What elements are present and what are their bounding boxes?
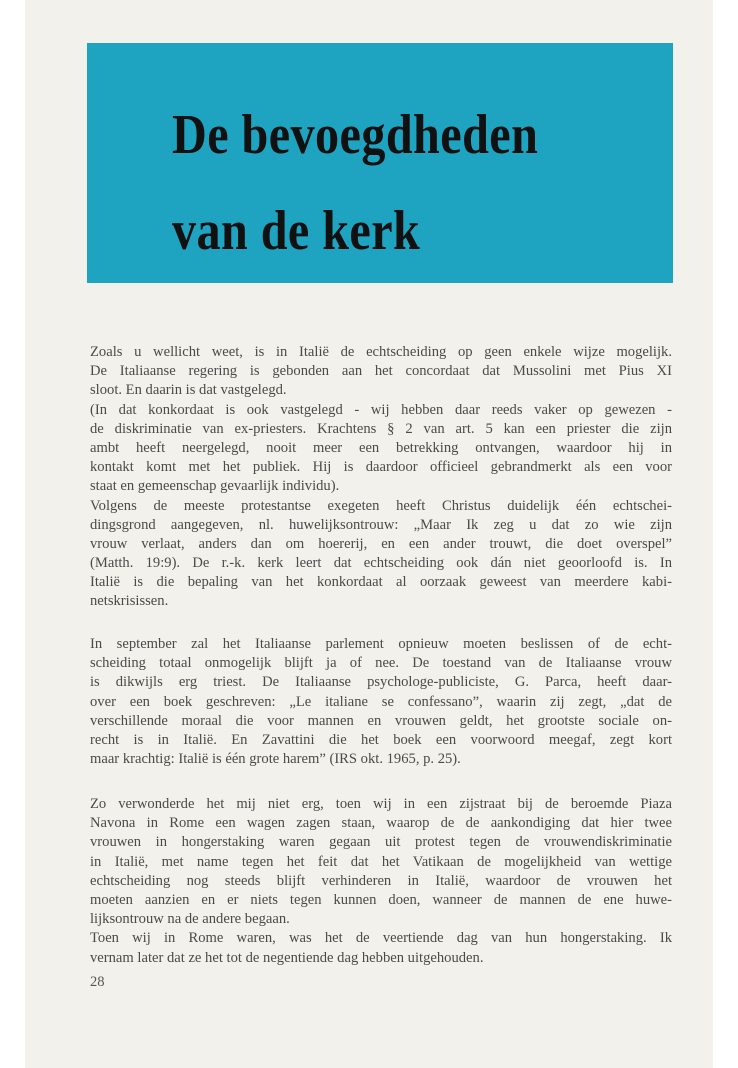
text-line: echtscheiding nog steeds blijft verhinderen in Italië, waardoor de vrouwen het [90, 872, 672, 889]
text-line: recht is in Italië. En Zavattini die het boek een voorwoord meegaf, zegt kort [90, 731, 672, 748]
text-line: vrouwen in hongerstaking waren gegaan uit protest tegen de vrouwendiskriminatie [90, 834, 672, 851]
title-banner [87, 43, 673, 283]
text-line: moeten aanzien en er niets tegen kunnen doen, wanneer de mannen de ene huwe- [90, 891, 672, 908]
text-line: De Italiaanse regering is gebonden aan het concordaat dat Mussolini met Pius XI [90, 363, 672, 380]
paragraph-2 [90, 635, 672, 769]
title-line-1: De bevoegdheden [172, 104, 539, 166]
text-line: de diskriminatie van ex-priesters. Krachtens § 2 van art. 5 kan een priester die zijn [90, 420, 672, 437]
text-line: verschillende moraal die voor mannen en vrouwen geldt, het grootste sociale on- [90, 712, 672, 729]
text-line: Zoals u wellicht weet, is in Italië de echtscheiding op geen enkele wijze mogelijk. [90, 344, 672, 360]
text-line: Navona in Rome een wagen zagen staan, waarop de de aankondiging dat hier twee [90, 815, 672, 832]
text-line: dingsgrond aangegeven, nl. huwelijksontrouw: „Maar Ik zeg u dat zo wie zijn [90, 516, 672, 533]
text-line: Toen wij in Rome waren, was het de veertiende dag van hun hongerstaking. Ik [90, 930, 672, 947]
text-line: Zo verwonderde het mij niet erg, toen wij in een zijstraat bij de beroemde Piaza [90, 796, 672, 812]
text-line: Volgens de meeste protestantse exegeten heeft Christus duidelijk één echtschei- [90, 497, 672, 514]
text-line: over een boek geschreven: „Le italiane se confessano”, waarin zij zegt, „dat de [90, 693, 672, 710]
paragraph-1 [90, 343, 672, 612]
text-line: scheiding totaal onmogelijk blijft ja of nee. De toestand van de Italiaanse vrouw [90, 655, 672, 672]
text-line: lijksontrouw na de andere begaan. [90, 911, 290, 928]
text-line: kontakt komt met het publiek. Hij is daardoor officieel gebrandmerkt als een voor [90, 459, 672, 476]
text-line: (In dat konkordaat is ook vastgelegd - wij hebben daar reeds vaker op gewezen - [90, 401, 672, 418]
text-line: ambt heeft neergelegd, nooit meer een betrekking ontvangen, waardoor hij in [90, 439, 672, 456]
text-line: (Matth. 19:9). De r.-k. kerk leert dat echtscheiding ook dán niet geoorloofd is. In [90, 555, 672, 572]
text-line: maar krachtig: Italië is één grote harem” (IRS okt. 1965, p. 25). [90, 751, 461, 768]
text-line: Italië is die bepaling van het konkordaat al oorzaak geweest van meerdere kabi- [90, 574, 672, 591]
title-line-2: van de kerk [172, 200, 421, 262]
text-line: sloot. En daarin is dat vastgelegd. [90, 382, 287, 399]
paragraph-3 [90, 795, 672, 968]
text-line: is dikwijls erg triest. De Italiaanse psychologe-publiciste, G. Parca, heeft daar- [90, 674, 672, 691]
text-line: vernam later dat ze het tot de negentiende dag hebben uitgehouden. [90, 949, 484, 966]
page-number: 28 [90, 974, 105, 990]
text-line: vrouw verlaat, anders dan om hoererij, en een ander trouwt, die doet overspel” [90, 535, 672, 552]
text-line: staat en gemeenschap gevaarlijk individu). [90, 478, 340, 495]
text-line: netskrisissen. [90, 593, 169, 610]
text-line: In september zal het Italiaanse parlement opnieuw moeten beslissen of de echt- [90, 636, 672, 652]
text-line: in Italië, met name tegen het feit dat het Vatikaan de mogelijkheid van wettige [90, 853, 672, 870]
